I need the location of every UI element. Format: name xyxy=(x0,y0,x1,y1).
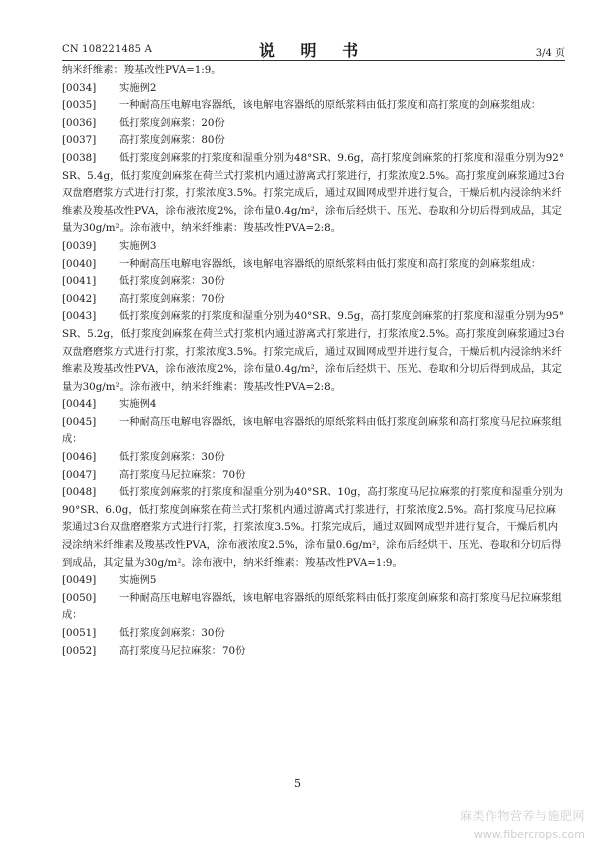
paragraph-text: 一种耐高压电解电容器纸，该电解电容器纸的原纸浆料由低打浆度和高打浆度的剑麻浆组成： xyxy=(119,99,542,112)
patent-number: CN 108221485 A xyxy=(62,44,153,55)
paragraph-text: 实施例2 xyxy=(119,81,157,94)
paragraph-text: 高打浆度马尼拉麻浆：70份 xyxy=(119,468,246,481)
paragraph xyxy=(62,62,565,80)
paragraph-number: [0050] xyxy=(62,591,97,604)
watermark-site-name: 麻类作物营养与施肥网 xyxy=(459,809,585,823)
paragraph-number: [0052] xyxy=(62,644,97,657)
paragraph xyxy=(62,643,565,661)
paragraph xyxy=(62,238,565,256)
paragraph-text: 实施例5 xyxy=(119,574,157,587)
page-number: 5 xyxy=(294,777,301,790)
paragraph-number: [0037] xyxy=(62,134,97,147)
paragraph xyxy=(62,150,565,238)
paragraph xyxy=(62,97,565,115)
document-body xyxy=(62,62,565,660)
paragraph-text: 高打浆度马尼拉麻浆：70份 xyxy=(119,644,246,657)
paragraph xyxy=(62,115,565,133)
watermark xyxy=(460,807,585,841)
paragraph-text: 低打浆度剑麻浆：20份 xyxy=(119,116,225,129)
paragraph xyxy=(62,590,565,625)
paragraph-number: [0043] xyxy=(62,310,97,323)
paragraph-text: 低打浆度剑麻浆：30份 xyxy=(119,451,225,464)
paragraph-number: [0049] xyxy=(62,574,97,587)
paragraph xyxy=(62,396,565,414)
paragraph-text: 一种耐高压电解电容器纸，该电解电容器纸的原纸浆料由低打浆度剑麻浆和高打浆度马尼拉麻浆组成： xyxy=(62,591,562,622)
paragraph-number: [0045] xyxy=(62,415,97,428)
paragraph xyxy=(62,291,565,309)
paragraph-number: [0040] xyxy=(62,257,97,270)
paragraph-number: [0044] xyxy=(62,398,97,411)
header-rule xyxy=(62,60,565,61)
paragraph-number: [0046] xyxy=(62,451,97,464)
paragraph xyxy=(62,414,565,449)
paragraph-text: 低打浆度剑麻浆的打浆度和湿重分别为48°SR、9.6g，高打浆度剑麻浆的打浆度和湿重分别为92°SR、5.4g，低打浆度剑麻浆在荷兰式打浆机内通过游离式打浆进行，打浆浓度2.5%。高打浆度剑麻浆通过3台双盘磨磨浆方式进行打浆，打浆浓度3.5%。打浆完成后，通过双圆网成型并进行复合，干燥后机内浸涂纳米纤维素及羧基改性PVA，涂布液浓度2%，涂布量0.4g/m²，涂布后经烘干、压光、卷取和分切后得到成品，其定量为30g/m²。涂布液中，纳米纤维素：羧基改性PVA=2:8。 xyxy=(62,151,565,235)
paragraph xyxy=(62,467,565,485)
paragraph-number: [0035] xyxy=(62,99,97,112)
paragraph-text: 一种耐高压电解电容器纸，该电解电容器纸的原纸浆料由低打浆度和高打浆度的剑麻浆组成： xyxy=(119,257,542,270)
paragraph xyxy=(62,273,565,291)
paragraph-number: [0042] xyxy=(62,292,97,305)
paragraph-text: 实施例4 xyxy=(119,398,157,411)
paragraph-number: [0039] xyxy=(62,239,97,252)
paragraph xyxy=(62,625,565,643)
paragraph-text: 低打浆度剑麻浆：30份 xyxy=(119,275,225,288)
paragraph xyxy=(62,308,565,396)
paragraph-text: 低打浆度剑麻浆的打浆度和湿重分别为40°SR、10g，高打浆度马尼拉麻浆的打浆度和湿重分别为90°SR、6.0g，低打浆度剑麻浆在荷兰式打浆机内通过游离式打浆进行，打浆浓度2.5%。高打浆度马尼拉麻浆通过3台双盘磨磨浆方式进行打浆，打浆浓度3.5%。打浆完成后，通过双圆网成型并进行复合，干燥后机内浸涂纳米纤维素及羧基改性PVA，涂布液浓度2.5%，涂布量0.6g/m²，涂布后经烘干、压光、卷取和分切后得到成品，其定量为30g/m²。涂布液中，纳米纤维素：羧基改性PVA=1:9。 xyxy=(62,486,564,569)
paragraph-text: 低打浆度剑麻浆：30份 xyxy=(119,627,225,639)
paragraph-number: [0051] xyxy=(62,627,97,639)
paragraph-number: [0034] xyxy=(62,81,97,94)
paragraph-number: [0047] xyxy=(62,468,97,481)
paragraph xyxy=(62,256,565,274)
paragraph-number: [0048] xyxy=(62,486,97,499)
document-title: 说 明 书 xyxy=(258,41,369,60)
paragraph-text: 高打浆度剑麻浆：80份 xyxy=(119,134,225,147)
paragraph-number: [0038] xyxy=(62,151,97,164)
paragraph xyxy=(62,484,565,572)
paragraph xyxy=(62,572,565,590)
paragraph xyxy=(62,132,565,150)
page-indicator: 3/4 页 xyxy=(535,48,565,59)
paragraph xyxy=(62,449,565,467)
paragraph-number: [0041] xyxy=(62,275,97,288)
paragraph-text: 高打浆度剑麻浆：70份 xyxy=(119,292,225,305)
paragraph-text: 实施例3 xyxy=(119,239,157,252)
paragraph-number: [0036] xyxy=(62,116,97,129)
watermark-url: www.fibercrops.com xyxy=(473,828,585,841)
page-header xyxy=(62,38,565,60)
paragraph xyxy=(62,80,565,98)
paragraph-text: 低打浆度剑麻浆的打浆度和湿重分别为40°SR、9.5g，高打浆度剑麻浆的打浆度和湿重分别为95°SR、5.2g，低打浆度剑麻浆在荷兰式打浆机内通过游离式打浆进行，打浆浓度2.5%。高打浆度剑麻浆通过3台双盘磨磨浆方式进行打浆，打浆浓度3.5%。打浆完成后，通过双圆网成型并进行复合，干燥后机内浸涂纳米纤维素及羧基改性PVA，涂布液浓度2%，涂布量0.4g/m²，涂布后经烘干、压光、卷取和分切后得到成品，其定量为30g/m²。涂布液中，纳米纤维素：羧基改性PVA=2:8。 xyxy=(62,310,565,393)
paragraph-text: 一种耐高压电解电容器纸，该电解电容器纸的原纸浆料由低打浆度剑麻浆和高打浆度马尼拉麻浆组成： xyxy=(62,415,562,446)
paragraph-text: 纳米纤维素：羧基改性PVA=1:9。 xyxy=(62,64,222,76)
